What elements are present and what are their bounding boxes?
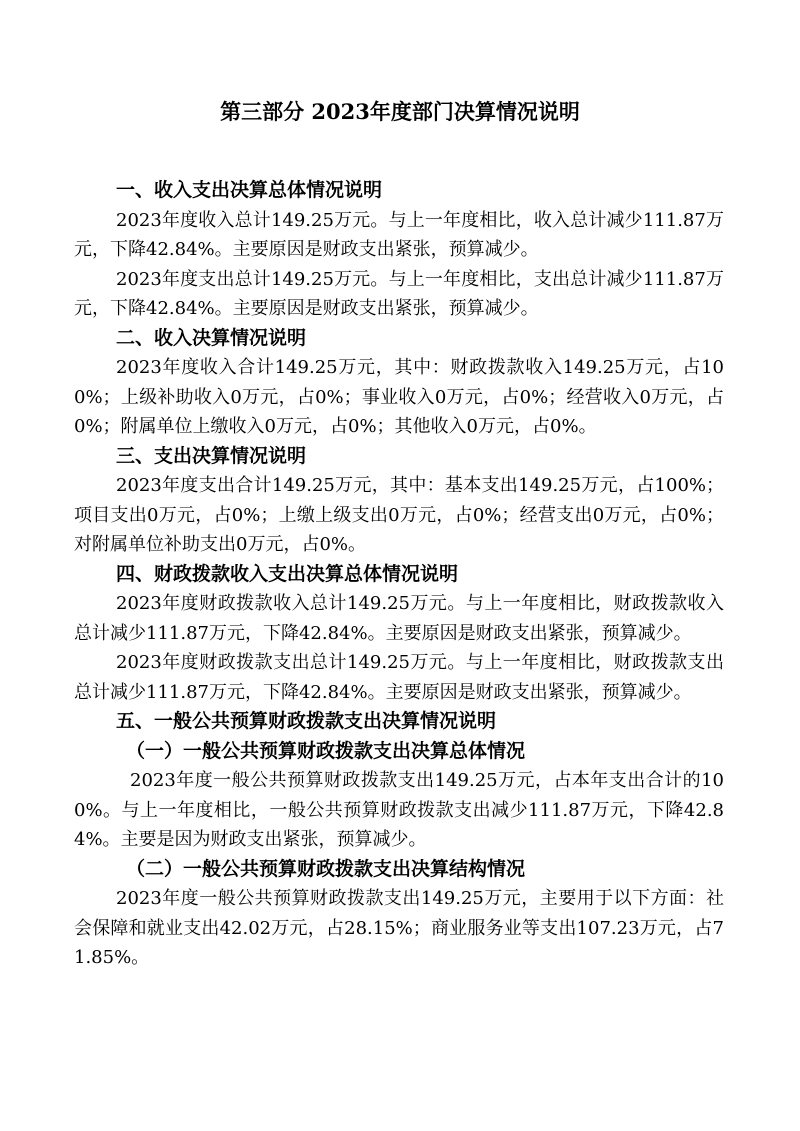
paragraph-expense-detail: 2023年度支出合计149.25万元，其中：基本支出149.25万元，占100%；项目支出0万元，占0%；上缴上级支出0万元，占0%；经营支出0万元，占0%；对附属单位补助支出0万元，占0%。 [74,475,724,555]
section-heading-4: 四、财政拨款收入支出决算总体情况说明 [116,562,459,585]
subsection-heading-2: （二）一般公共预算财政拨款支出决算结构情况 [126,857,526,880]
paragraph-income-total: 2023年度收入总计149.25万元。与上一年度相比，收入总计减少111.87万元，下降42.84%。主要原因是财政支出紧张，预算减少。 [74,209,724,260]
document-title: 第三部分 2023年度部门决算情况说明 [220,99,580,124]
paragraph-fiscal-expense: 2023年度财政拨款支出总计149.25万元。与上一年度相比，财政拨款支出总计减少111.87万元，下降42.84%。主要原因是财政支出紧张，预算减少。 [74,652,724,703]
paragraph-expense-total: 2023年度支出总计149.25万元。与上一年度相比，支出总计减少111.87万元，下降42.84%。主要原因是财政支出紧张，预算减少。 [74,268,724,319]
section-heading-1: 一、收入支出决算总体情况说明 [116,179,383,201]
subsection-heading-1: （一）一般公共预算财政拨款支出决算总体情况 [126,739,526,762]
paragraph-income-detail: 2023年度收入合计149.25万元，其中：财政拨款收入149.25万元，占100%；上级补助收入0万元，占0%；事业收入0万元，占0%；经营收入0万元，占0%；附属单位上缴收入0万元，占0%；其他收入0万元，占0%。 [74,357,724,437]
paragraph-general-budget-structure: 2023年度一般公共预算财政拨款支出149.25万元，主要用于以下方面：社会保障和就业支出42.02万元，占28.15%；商业服务业等支出107.23万元，占71.85%。 [74,888,724,968]
section-heading-3: 三、支出决算情况说明 [116,444,307,467]
paragraph-general-budget-overall: 2023年度一般公共预算财政拨款支出149.25万元，占本年支出合计的100%。与上一年度相比，一般公共预算财政拨款支出减少111.87万元，下降42.84%。主要是因为财政支出紧张，预算减少。 [74,770,724,850]
section-heading-2: 二、收入决算情况说明 [116,326,307,349]
paragraph-fiscal-income: 2023年度财政拨款收入总计149.25万元。与上一年度相比，财政拨款收入总计减少111.87万元，下降42.84%。主要原因是财政支出紧张，预算减少。 [74,593,724,644]
document-body [74,176,724,973]
section-heading-5: 五、一般公共预算财政拨款支出决算情况说明 [116,710,497,732]
